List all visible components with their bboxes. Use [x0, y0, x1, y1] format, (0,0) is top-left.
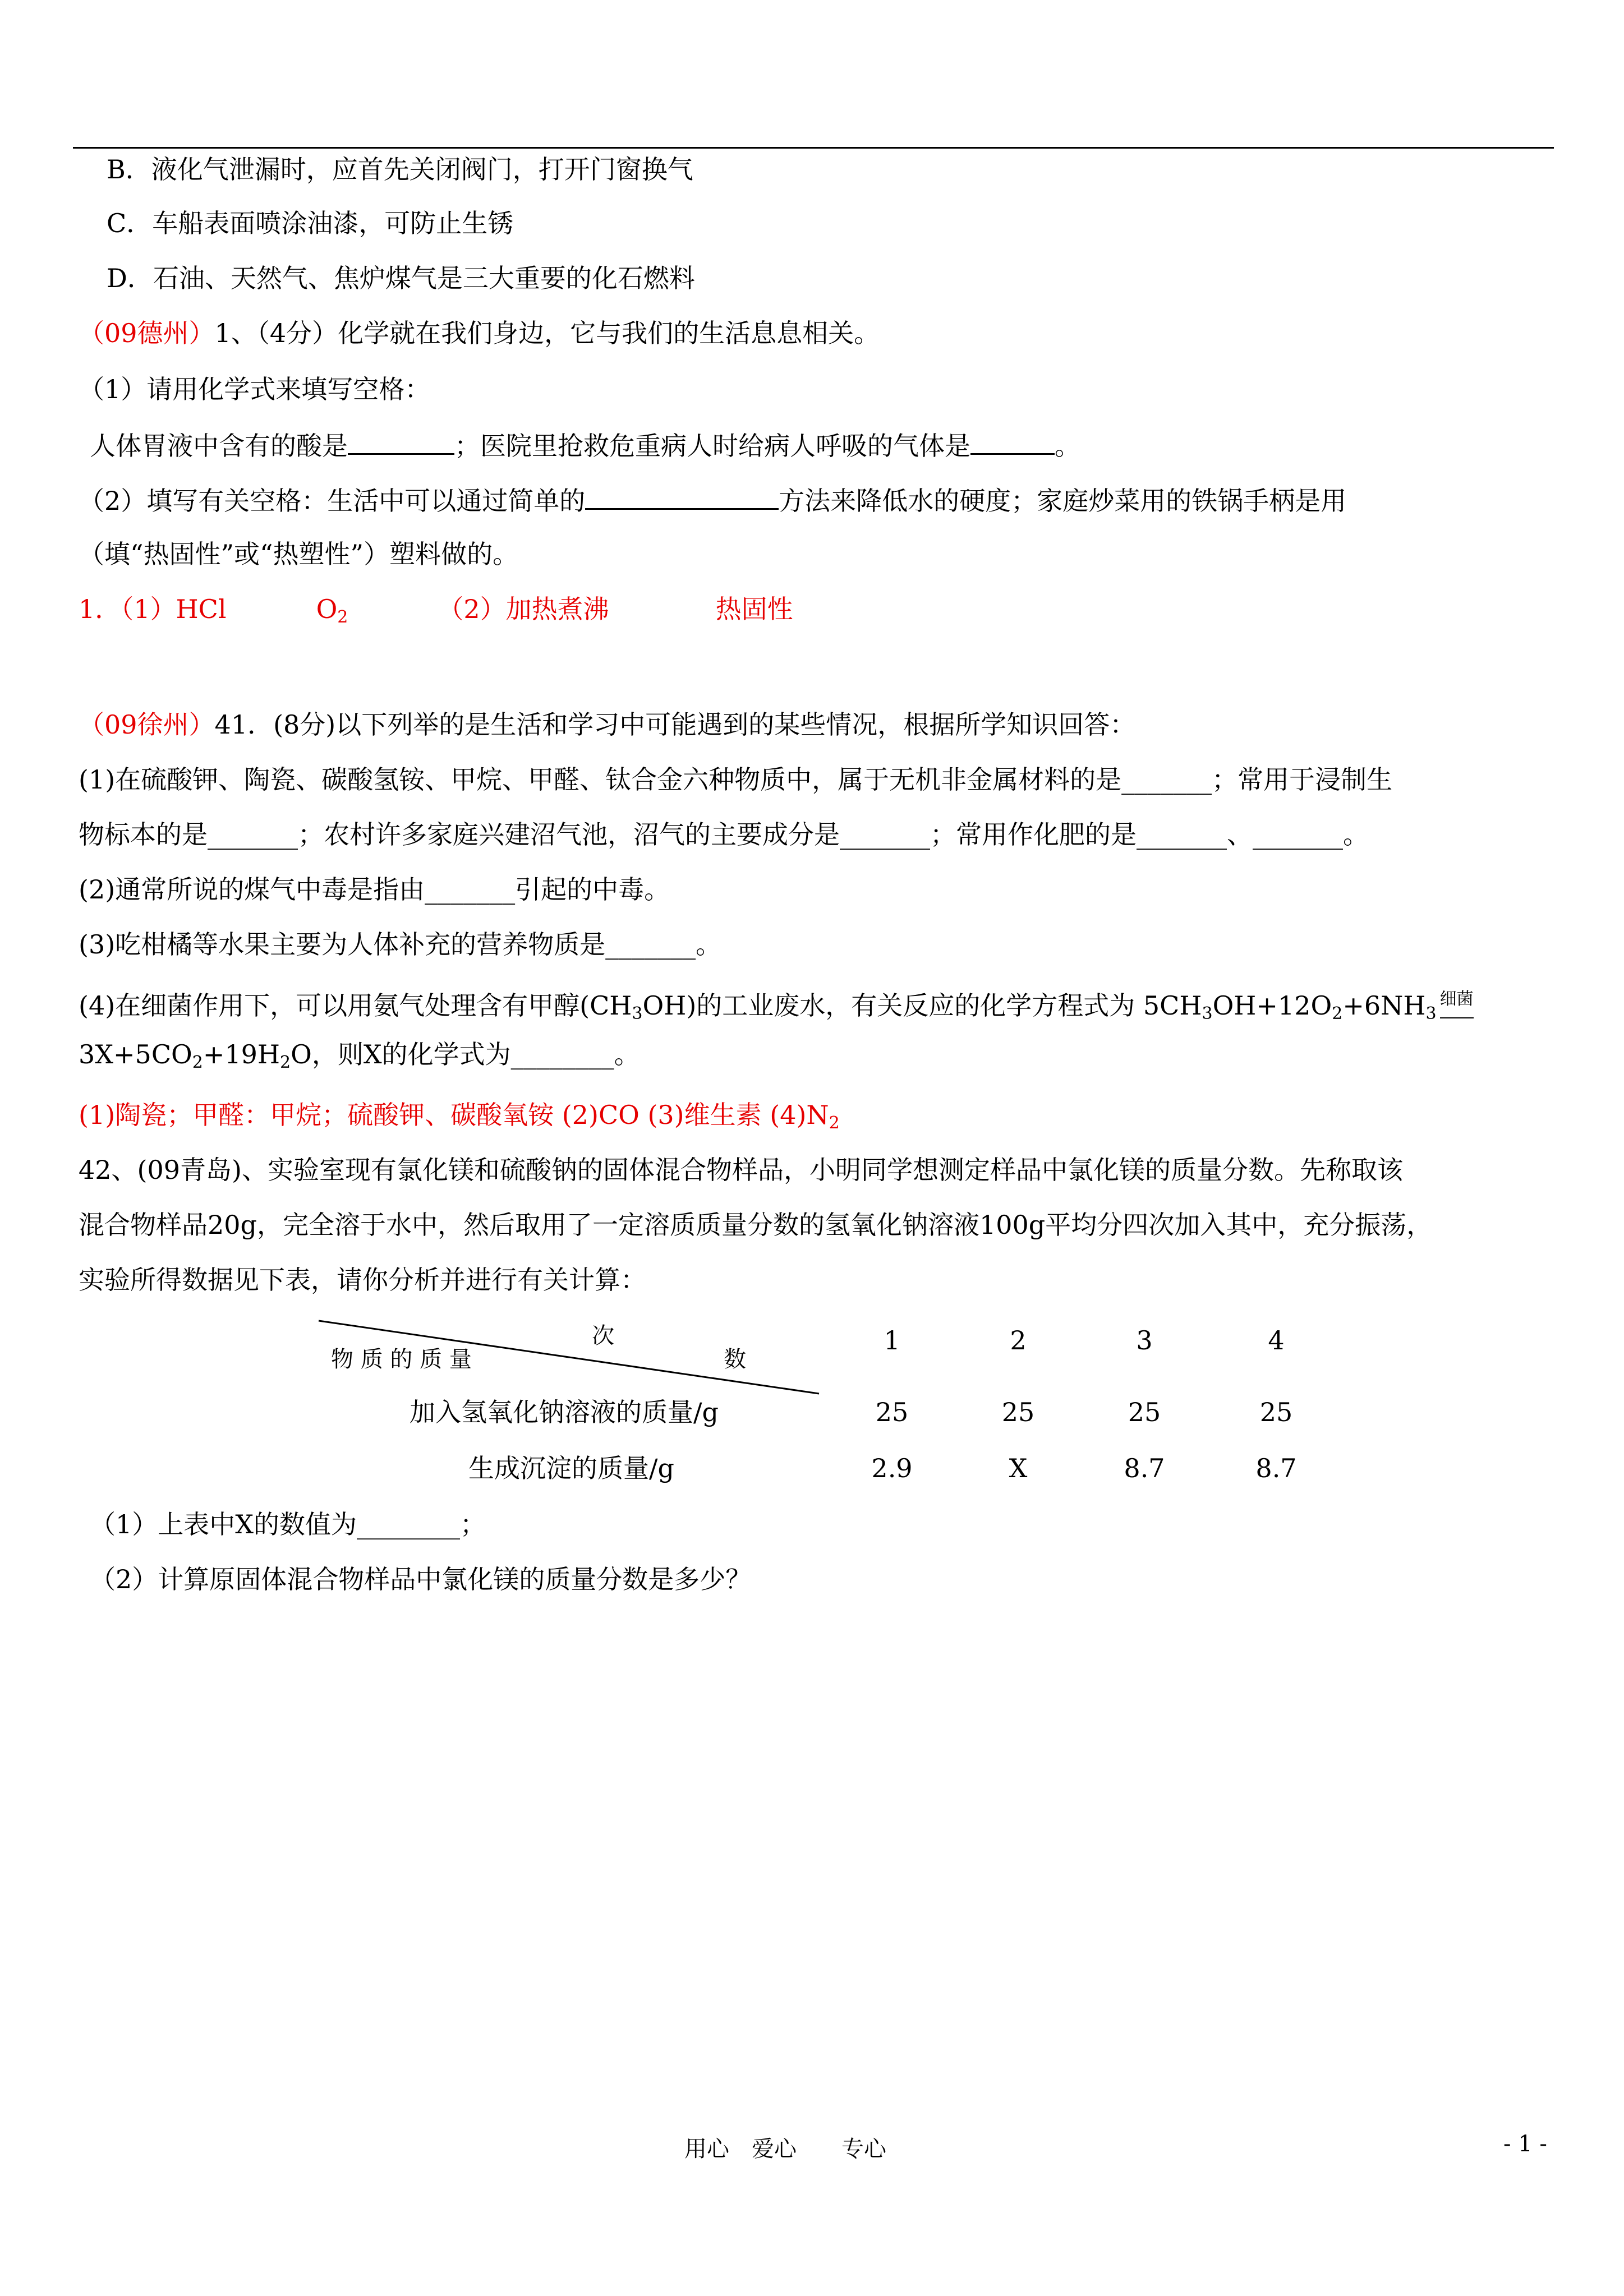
reaction-condition: 细菌 — [1440, 983, 1474, 1016]
table-row-label: 生成沉淀的质量/g — [468, 1453, 674, 1483]
option-d: D．石油、天然气、焦炉煤气是三大重要的化石燃料 — [107, 263, 695, 293]
q1-stem: 1、（4分）化学就在我们身边，它与我们的生活息息相关。 — [214, 318, 880, 348]
q1-source: （09德州） — [79, 318, 215, 348]
table-row-label: 加入氢氧化钠溶液的质量/g — [410, 1397, 719, 1427]
q41-part2: (2)通常所说的煤气中毒是指由_______引起的中毒。 — [79, 874, 670, 905]
q1-answer: 1．（1）HCl $O_2$ （2）加热煮沸 热固性 — [79, 594, 793, 627]
table-cell: 25 — [1128, 1397, 1161, 1427]
q41-source: （09徐州） — [79, 709, 215, 740]
q41-part4-a: (4)在细菌作用下，可以用氨气处理含有甲醇$(CH_3OH)$的工业废水，有关反应的化学方程式为 $5CH_3OH+12O_2+6NH_3$细菌 — [79, 983, 1474, 1031]
q1-part2-cont: （填“热固性”或“热塑性”）塑料做的。 — [79, 539, 519, 569]
q42-sub2: （2）计算原固体混合物样品中氯化镁的质量分数是多少？ — [90, 1564, 752, 1594]
q41-answer: (1)陶瓷；甲醛：甲烷；硫酸钾、碳酸氧铵 (2)CO (3)维生素 $(4)N_2$ — [79, 1100, 840, 1133]
table-col-header: 4 — [1268, 1325, 1285, 1356]
q42-stem-b: 混合物样品20g，完全溶于水中，然后取用了一定溶质质量分数的氢氧化钠溶液100g平均分四次加入其中，充分振荡， — [79, 1210, 1433, 1240]
q41-part4-b: $3X+5CO_2+19H_2O$，则X的化学式为________。 — [79, 1039, 640, 1072]
table-header-times-a: 次 — [592, 1323, 614, 1349]
table-cell: 8.7 — [1255, 1453, 1297, 1483]
footer-motto: 用心 爱心 专心 — [684, 2136, 886, 2162]
option-c: C．车船表面喷涂油漆，可防止生锈 — [107, 208, 514, 238]
q1-part1: （1）请用化学式来填写空格： — [79, 374, 431, 404]
q42-stem-a: 42、(09青岛)、实验室现有氯化镁和硫酸钠的固体混合物样品，小明同学想测定样品中氯化镁的质量分数。先称取该 — [79, 1155, 1403, 1185]
table-cell: 8.7 — [1124, 1453, 1165, 1483]
table-cell: 2.9 — [871, 1453, 913, 1483]
table-col-header: 3 — [1136, 1325, 1153, 1356]
q41-stem: 41．(8分)以下列举的是生活和学习中可能遇到的某些情况，根据所学知识回答： — [214, 709, 1136, 740]
table-col-header: 1 — [884, 1325, 900, 1356]
q41-part1-b: 物标本的是_______；农村许多家庭兴建沼气池，沼气的主要成分是_______；常用作化肥的是_______、_______。 — [79, 819, 1369, 850]
q1-part1-blanks: 人体胃液中含有的酸是 ；医院里抢救危重病人时给病人呼吸的气体是 。 — [90, 427, 1080, 463]
table-cell: 25 — [1001, 1397, 1035, 1427]
q42-sub1: （1）上表中X的数值为________； — [90, 1509, 486, 1539]
q41-part3: (3)吃柑橘等水果主要为人体补充的营养物质是_______。 — [79, 929, 722, 960]
option-b: B．液化气泄漏时，应首先关闭阀门，打开门窗换气 — [107, 154, 693, 185]
table-cell: 25 — [1259, 1397, 1293, 1427]
table-cell: X — [1009, 1453, 1028, 1483]
table-col-header: 2 — [1010, 1325, 1027, 1356]
page-number: - 1 - — [1503, 2131, 1547, 2157]
q42-stem-c: 实验所得数据见下表，请你分析并进行有关计算： — [79, 1265, 646, 1295]
table-cell: 25 — [875, 1397, 909, 1427]
table-header-mass: 物 质 的 质 量 — [331, 1347, 472, 1372]
q41-part1-a: (1)在硫酸钾、陶瓷、碳酸氢铵、甲烷、甲醛、钛合金六种物质中，属于无机非金属材料的是_______；常用于浸制生 — [79, 764, 1393, 795]
table-header-times-b: 数 — [724, 1347, 746, 1372]
q1-part2: （2）填写有关空格：生活中可以通过简单的 方法来降低水的硬度；家庭炒菜用的铁锅手柄是用 — [79, 482, 1346, 518]
